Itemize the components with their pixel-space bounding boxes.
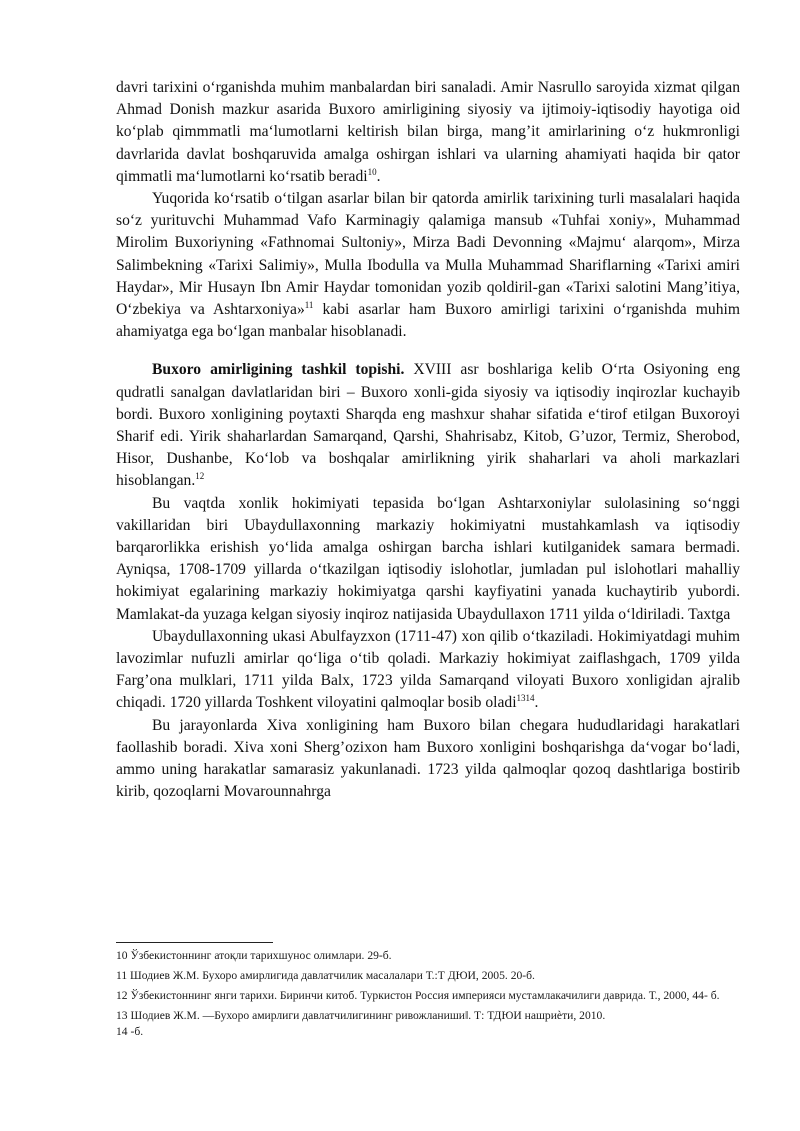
paragraph-tail: .: [534, 694, 539, 712]
paragraph-text: davri tarixini oʻrganishda muhim manbalardan biri sanaladi. Amir Nasrullo saroyida xizmat qilgan Ahmad Donish mazkur asarida Buxoro amirligining siyosiy va ijtimoiy-iqtisodiy hayotiga oid koʻplab qimmmatli maʻlumotlarni keltirish bilan birga, mangʼit amirlarining oʻz hukmronligi davrlarida davlat boshqaruvida amalga oshirgan ishlari va ularning ahamiyati haqida bir qator qimmatli maʻlumotlarni koʻrsatib beradi: [116, 79, 740, 185]
footnote-ref-13-14[interactable]: 1314: [516, 693, 535, 704]
paragraph-6: [116, 715, 740, 804]
main-text: [116, 77, 740, 804]
paragraph-text: Ubaydullaxonning ukasi Abulfayzxon (1711-47) xon qilib oʻtkaziladi. Hokimiyatdagi muhim lavozimlar nufuzli amirlar qoʻliga oʻtib qoladi. Markaziy hokimiyat zaiflashgach, 1709 yilda Fargʼona mulklari, 1711 yilda Balx, 1723 yilda Samarqand viloyati Buxoro xonligidan ajralib chiqadi. 1720 yillarda Toshkent viloyatini qalmoqlar bosib oladi: [116, 627, 740, 712]
footnote-ref-10[interactable]: 10: [367, 166, 377, 177]
paragraph-tail: .: [376, 167, 381, 185]
paragraph-text: Bu vaqtda xonlik hokimiyati tepasida boʻlgan Ashtarxoniylar sulolasining soʻnggi vakillaridan biri Ubaydullaxonning markaziy hokimiyatni mustahkamlash va iqtisodiy barqarorlikka erishish yoʻlida amalga oshirgan barcha ishlari kutilganidek samara bermadi. Ayniqsa, 1708-1709 yillarda oʻtkazilgan iqtisodiy islohotlar, jumladan pul islohotlari mahalliy hokimiyat egalarining markaziy hokimiyatga qarshi kayfiyatini yanada kuchaytirib yubordi. Mamlakat-da yuzaga kelgan siyosiy inqiroz natijasida Ubaydullaxon 1711 yilda oʻldiriladi. Taxtga: [116, 494, 740, 623]
footnote-separator: [116, 942, 273, 943]
footnote-14: 14 -б.: [116, 1025, 144, 1038]
footnote-13: 13 Шодиев Ж.М. ―Бухоро амирлиги давлатчилигининг ривожланиши‖. Т: ТДЮИ нашриѐти, 2010.: [116, 1009, 606, 1022]
paragraph-text: XVIII asr boshlariga kelib Oʻrta Osiyoning eng qudratli sanalgan davlatlaridan biri – Buxoro xonli-gida siyosiy va iqtisodiy inqirozlar kuchayib bordi. Buxoro xonligining poytaxti Sharqda eng mashxur shahar sifatida eʻtirof etilgan Buxoroyi Sharif edi. Yirik shaharlardan Samarqand, Qarshi, Shahrisabz, Kitob, Gʼuzor, Termiz, Sherobod, Hisor, Dushanbe, Koʻlob va boshqalar amirlikning yirik shaharlari va aholi markazlari hisoblangan.: [116, 361, 740, 490]
paragraph-tail: kabi asarlar ham Buxoro amirligi tarixini oʻrganishda muhim ahamiyatga ega boʻlgan manbalar hisoblanadi.: [116, 301, 740, 341]
paragraph-1: [116, 77, 740, 188]
footnote-11: 11 Шодиев Ж.М. Бухоро амирлигида давлатчилик масалалари Т.:Т ДЮИ, 2005. 20-б.: [116, 969, 535, 982]
footnote-10: 10 Ўзбекистоннинг атоқли тарихшунос олимлари. 29-б.: [116, 949, 392, 962]
paragraph-4: [116, 493, 740, 626]
paragraph-text: Yuqorida koʻrsatib oʻtilgan asarlar bilan bir qatorda amirlik tarixining turli masalalari haqida soʻz yurituvchi Muhammad Vafo Karminagiy qalamiga mansub «Tuhfai xoniy», Muhammad Mirolim Buxoriyning «Fathnomai Sultoniy», Mirza Badi Devonning «Majmuʻ alarqom», Mirza Salimbekning «Tarixi Salimiy», Mulla Ibodulla va Mulla Muhammad Shariflarning «Tarixi amiri Haydar», Mir Husayn Ibn Amir Haydar tomonidan yozib qoldiril-gan «Tarixi salotini Mangʼitiya, Oʻzbekiya va Ashtarxoniya»: [116, 190, 740, 319]
footnotes: [116, 948, 746, 1044]
footnote-ref-12[interactable]: 12: [195, 471, 205, 482]
paragraph-3: [116, 359, 740, 492]
section-heading: Buxoro amirligining tashkil topishi.: [152, 361, 405, 379]
paragraph-5: [116, 626, 740, 715]
footnote-12: 12 Ўзбекистоннинг янги тарихи. Биринчи китоб. Туркистон Россия империяси мустамлакачилиги даврида. Т., 2000, 44- б.: [116, 989, 720, 1002]
paragraph-2: [116, 188, 740, 343]
paragraph-text: Bu jarayonlarda Xiva xonligining ham Buxoro bilan chegara hududlaridagi harakatlari faollashib boradi. Xiva xoni Shergʼozixon ham Buxoro xonligini boshqarishga daʻvogar boʻladi, ammo uning harakatlar samarasiz yakunlanadi. 1723 yilda qalmoqlar qozoq dashtlariga bostirib kirib, qozoqlarni Movarounnahrga: [116, 716, 740, 801]
footnote-ref-11[interactable]: 11: [304, 300, 314, 311]
